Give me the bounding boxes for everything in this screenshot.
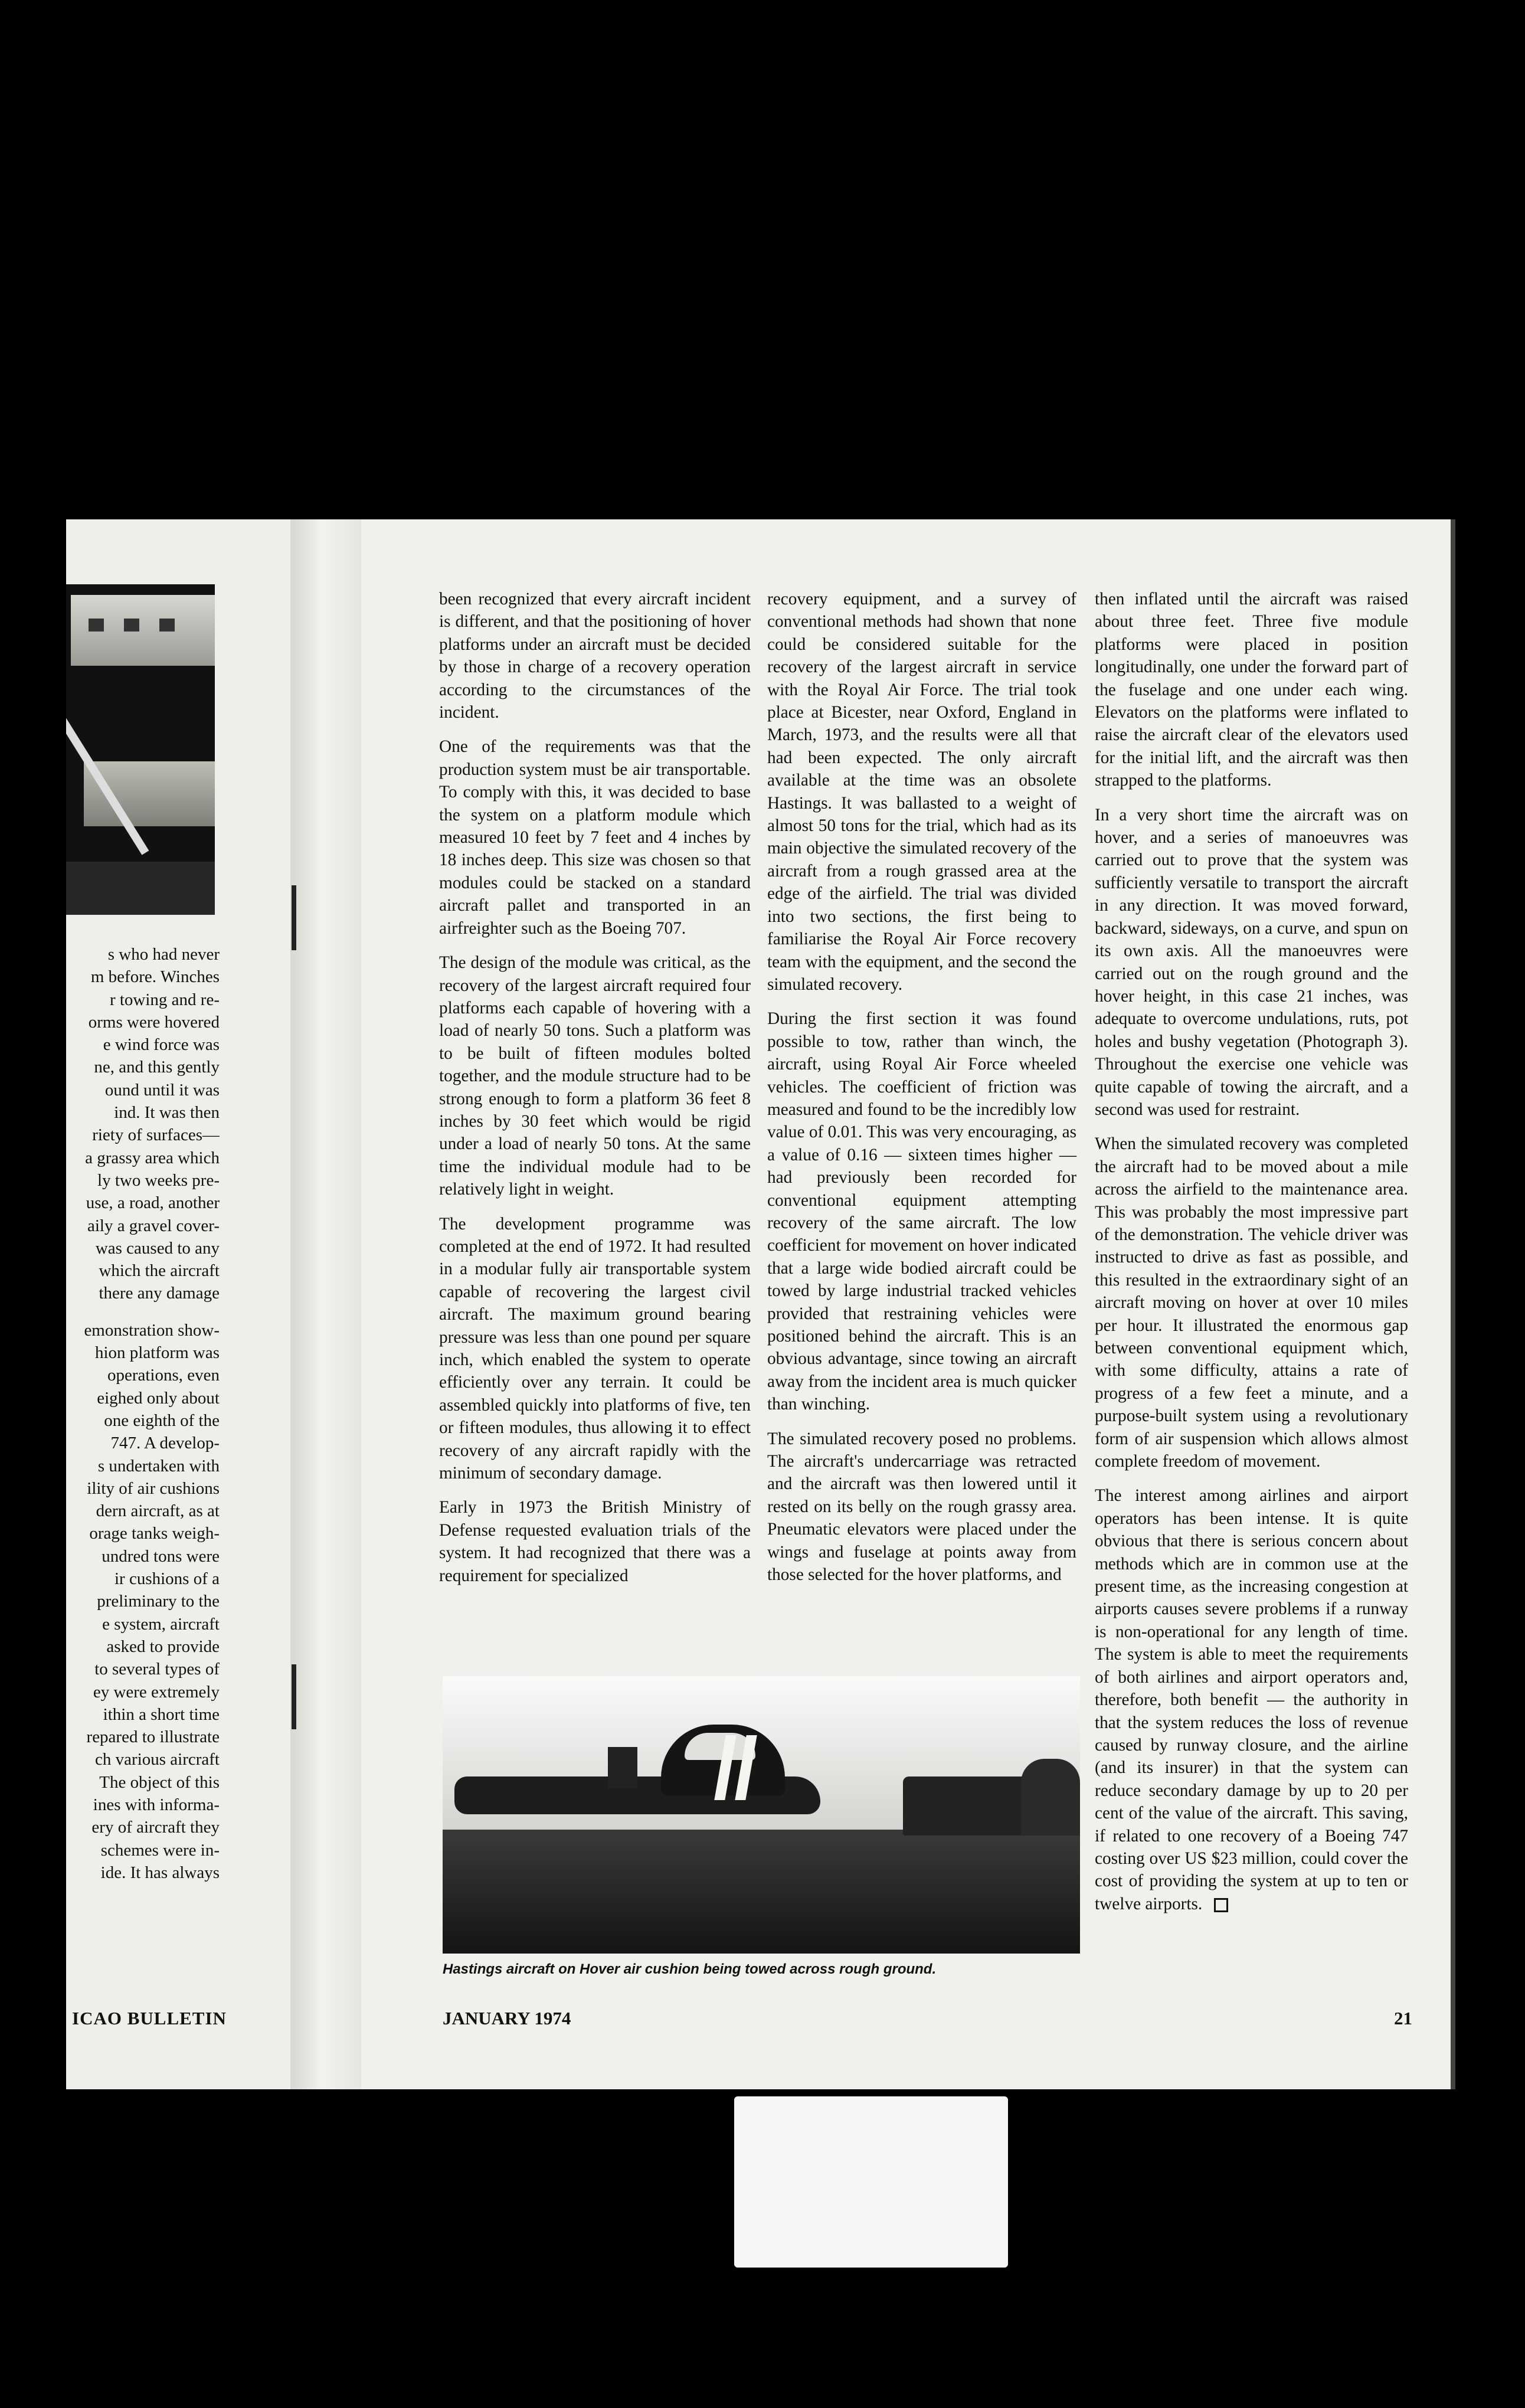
paragraph: Early in 1973 the British Ministry of Defense requested evaluation trials of the system. It had recognized that there was a requirement for specialized: [439, 1498, 751, 1585]
left-text-line: aily a gravel cover-: [87, 1216, 220, 1235]
left-text-line: dern aircraft, as at: [96, 1501, 220, 1521]
paragraph: been recognized that every aircraft incident is different, and that the positioning of hover platforms under an aircraft must be decided by those in charge of a recovery operation according to the circumstances of the incident.: [439, 590, 751, 722]
column-3: [1095, 588, 1408, 1927]
paragraph: recovery equipment, and a survey of conventional methods had shown that none could be considered suitable for the recovery of the largest aircraft in service with the Royal Air Force. The trial took place at Bicester, near Oxford, England in March, 1973, and the results were all that had been expected. The only aircraft available at the time was an obsolete Hastings. It was ballasted to a weight of almost 50 tons for the trial, which had as its main objective the simulated recovery of the aircraft from a rough grassed area at the edge of the airfield. The trial was divided into two sections, the first being to familiarise the Royal Air Force recovery team with the equipment, and the second the simulated recovery.: [767, 590, 1076, 994]
left-text-line: r towing and re-: [109, 990, 220, 1009]
paragraph: The simulated recovery posed no problems. The aircraft's undercarriage was retracted and the aircraft was then lowered until it rested on its belly on the rough grassy area. Pneumatic elevators were placed under the wings and fuselage at points away from those selected for the hover platforms, and: [767, 1429, 1076, 1585]
left-text-line: preliminary to the: [97, 1592, 220, 1611]
paragraph: The development programme was completed at the end of 1972. It had resulted in a modular fully air transportable system capable of recovering the largest civil aircraft. The maximum ground bearing pressure was less than one pound per square inch, which enabled the system to operate efficiently over any terrain. It could be assembled quickly into platforms of five, ten or fifteen modules, thus allowing it to effect recovery of any aircraft rapidly with the minimum of secondary damage.: [439, 1214, 751, 1483]
page-edge: [1451, 519, 1455, 2089]
page-number: 21: [1394, 2008, 1412, 2029]
paragraph-final: [1095, 1484, 1408, 1915]
paragraph: then inflated until the aircraft was raised about three feet. Three five module platforms were placed in position longitudinally, one under the forward part of the fuselage and one under each wing. Elevators on the platforms were inflated to raise the aircraft clear of the elevators used for the initial lift, and the aircraft was then strapped to the platforms.: [1095, 590, 1408, 790]
gutter-mark: [292, 1664, 296, 1729]
left-text-line: repared to illustrate: [86, 1728, 220, 1747]
left-page: [66, 519, 290, 2089]
left-text-line: undred tons were: [102, 1546, 220, 1566]
column-1: [439, 588, 751, 1599]
left-text-line: ind. It was then: [114, 1103, 220, 1123]
paragraph: One of the requirements was that the production system must be air transportable. To comply with this, it was decided to base the system on a platform module which measured 10 feet by 7 feet and 4 inches by 18 inches deep. This size was chosen so that modules could be stacked on a standard aircraft pallet and transported in an airfreighter such as the Boeing 707.: [439, 737, 751, 938]
photo-caption: Hastings aircraft on Hover air cushion being towed across rough ground.: [443, 1961, 937, 1977]
paragraph: During the first section it was found possible to tow, rather than winch, the aircraft, using Royal Air Force wheeled vehicles. The coefficient of friction was measured and found to be the incredibly low value of 0.01. This was very encouraging, as a value of 0.16 — sixteen times higher — had previously been recorded for conventional equipment attempting recovery of the same aircraft. The low coefficient for movement on hover indicated that a large wide bodied aircraft could be towed by large industrial tracked vehicles provided that restraining vehicles were positioned behind the aircraft. This is an obvious advantage, since towing an aircraft away from the incident area is much quicker than winching.: [767, 1009, 1076, 1414]
end-mark-icon: [1214, 1898, 1228, 1912]
left-text-line: e wind force was: [103, 1035, 220, 1055]
right-page: [361, 519, 1454, 2089]
left-text-line: ly two weeks pre-: [97, 1170, 220, 1190]
left-text-line: ound until it was: [104, 1080, 220, 1100]
left-text-line: use, a road, another: [86, 1193, 220, 1213]
footer-publication: ICAO BULLETIN: [72, 2008, 227, 2029]
left-text-line: ines with informa-: [93, 1795, 220, 1814]
left-text-line: m before. Winches: [90, 967, 220, 987]
left-text-line: s undertaken with: [97, 1456, 220, 1475]
paper-slip: [734, 2096, 1008, 2268]
left-page-text: [66, 943, 220, 1884]
aircraft-photo: [443, 1676, 1080, 1954]
left-text-line: riety of surfaces—: [92, 1126, 220, 1145]
footer-date: JANUARY 1974: [443, 2008, 571, 2029]
page-gutter: [290, 519, 361, 2089]
left-text-line: ne, and this gently: [94, 1058, 220, 1077]
left-text-line: e system, aircraft: [102, 1614, 220, 1634]
left-text-line: ey were extremely: [93, 1682, 220, 1702]
paragraph: When the simulated recovery was completed the aircraft had to be moved about a mile across the airfield to the maintenance area. This was probably the most impressive part of the demonstration. The vehicle driver was instructed to drive as fast as possible, and this resulted in the extraordinary sight of an aircraft moving on hover at over 10 miles per hour. It illustrated the enormous gap between conventional equipment which, with some difficulty, attains a rate of progress of a few feet a minute, and a purpose-built system using a revolutionary form of air suspension which allows almost complete freedom of movement.: [1095, 1134, 1408, 1471]
left-text-line: eighed only about: [97, 1388, 220, 1408]
gutter-mark: [292, 885, 296, 950]
left-text-line: operations, even: [107, 1366, 220, 1385]
left-paragraph-2: [66, 1319, 220, 1884]
column-2: [767, 588, 1076, 1598]
left-text-line: was caused to any: [95, 1238, 220, 1258]
final-paragraph-text: The interest among airlines and airport operators has been intense. It is quite obvious that there is serious concern about methods which are in common use at the present time, as the increasing congestion at airports causes severe problems if a runway is non-operational for any length of time. The system is able to meet the requirements of both airlines and airport operators and, therefore, both benefit — the authority in that the system reduces the loss of revenue caused by runway closure, and the airline (and its insurer) in that the system can reduce secondary damage by up to 20 per cent of the value of the aircraft. This saving, if related to one recovery of a Boeing 747 costing over US $23 million, could cover the cost of providing the system at up to ten or twelve airports.: [1095, 1486, 1408, 1913]
left-text-line: which the aircraft: [99, 1261, 220, 1281]
left-text-line: s who had never: [107, 945, 220, 964]
left-text-line: orage tanks weigh-: [89, 1524, 220, 1543]
left-text-line: one eighth of the: [104, 1411, 220, 1430]
left-text-line: 747. A develop-: [110, 1434, 220, 1453]
left-text-line: ility of air cushions: [87, 1478, 220, 1498]
left-text-line: ithin a short time: [103, 1704, 220, 1724]
left-text-line: ery of aircraft they: [91, 1818, 220, 1837]
left-paragraph-1: [66, 943, 220, 1305]
left-text-line: orms were hovered: [88, 1012, 220, 1032]
left-text-line: to several types of: [94, 1660, 220, 1679]
left-text-line: ch various aircraft: [95, 1750, 220, 1769]
left-text-line: asked to provide: [106, 1637, 220, 1656]
left-text-line: hion platform was: [94, 1343, 220, 1363]
left-text-line: a grassy area which: [85, 1148, 220, 1167]
left-text-line: The object of this: [99, 1772, 220, 1792]
left-page-photo: [66, 584, 215, 915]
left-text-line: ide. It has always: [100, 1863, 220, 1882]
magazine-spread: [66, 519, 1454, 2089]
paragraph: The design of the module was critical, as the recovery of the largest aircraft required four platforms each capable of hovering with a load of nearly 50 tons. Such a platform was to be built of fifteen modules bolted together, and the module structure had to be strong enough to form a platform 36 feet 8 inches by 30 feet which would be rigid under a load of nearly 50 tons. At the same time the individual module had to be relatively light in weight.: [439, 953, 751, 1199]
left-text-line: schemes were in-: [100, 1840, 220, 1860]
paragraph: In a very short time the aircraft was on hover, and a series of manoeuvres was carried out to prove that the system was sufficiently versatile to transport the aircraft in any direction. It was moved forward, backward, sideways, on a curve, and spun on its own axis. All the manoeuvres were carried out on the rough ground and the hover height, in this case 21 inches, was adequate to overcome undulations, ruts, pot holes and bushy vegetation (Photograph 3). Throughout the exercise one vehicle was quite capable of towing the aircraft, and a second was used for restraint.: [1095, 805, 1408, 1119]
left-text-line: ir cushions of a: [114, 1569, 220, 1589]
left-text-line: emonstration show-: [84, 1320, 220, 1340]
left-text-line: there any damage: [99, 1284, 220, 1303]
